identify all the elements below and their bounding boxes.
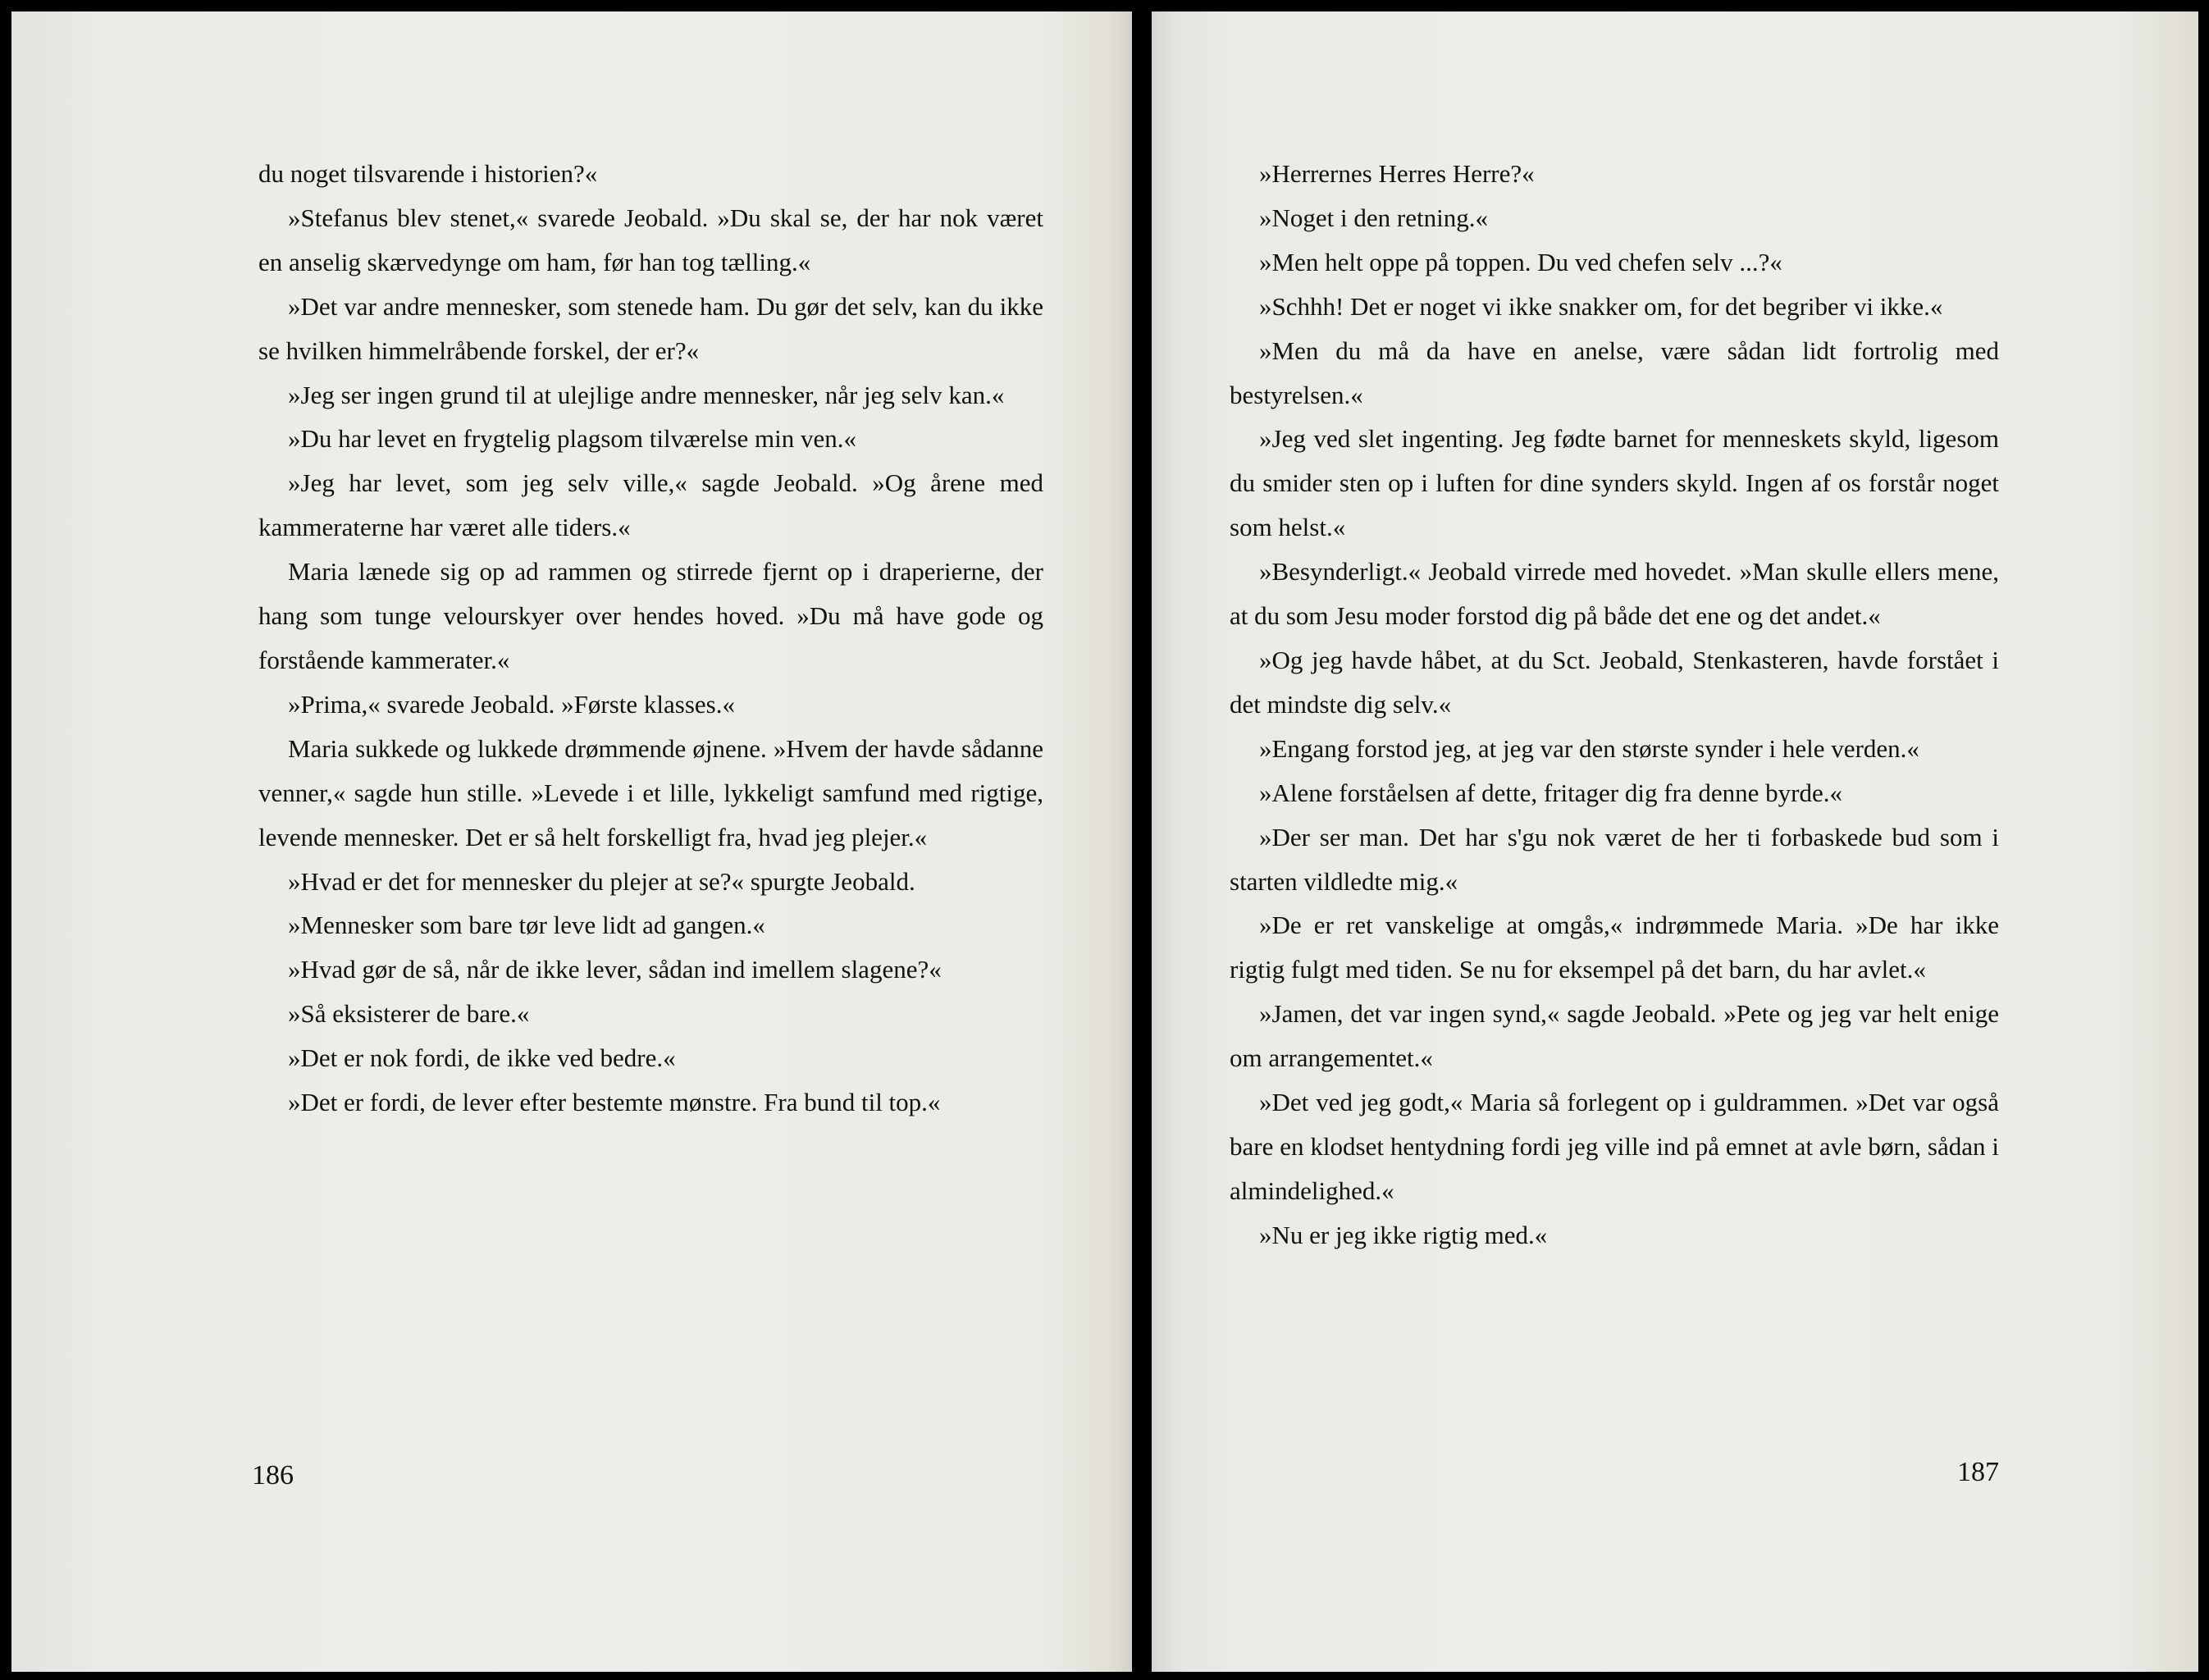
- paragraph: »Det er nok fordi, de ikke ved bedre.«: [288, 1043, 676, 1073]
- paragraph: »Besynderligt.« Jeobald virrede med hovedet. »Man skulle ellers mene, at du som Jesu moder forstod dig på både det ene og det andet.«: [1230, 557, 1999, 631]
- spine-shadow: [1107, 11, 1132, 1672]
- paragraph: »Men helt oppe på toppen. Du ved chefen selv ...?«: [1259, 247, 1782, 276]
- paragraph: »Alene forståelsen af dette, fritager dig fra denne byrde.«: [1259, 778, 1842, 807]
- paragraph: »Jeg ser ingen grund til at ulejlige andre mennesker, når jeg selv kan.«: [288, 380, 1005, 409]
- paragraph: »Herrernes Herres Herre?«: [1259, 159, 1535, 188]
- paragraph: »Der ser man. Det har s'gu nok været de her ti forbaskede bud som i starten vildledte mig.«: [1230, 822, 1999, 896]
- paragraph: »Schhh! Det er noget vi ikke snakker om, for det begriber vi ikke.«: [1259, 291, 1943, 321]
- paragraph: »Engang forstod jeg, at jeg var den største synder i hele verden.«: [1259, 733, 1919, 763]
- paragraph: Maria lænede sig op ad rammen og stirrede fjernt op i draperierne, der hang som tunge velourskyer over hendes hoved. »Du må have gode og forstående kammerater.«: [258, 557, 1043, 674]
- paragraph: »Det var andre mennesker, som stenede ham. Du gør det selv, kan du ikke se hvilken himmelråbende forskel, der er?«: [258, 291, 1043, 365]
- left-page-text: [258, 152, 1043, 1125]
- paragraph: »Hvad gør de så, når de ikke lever, sådan ind imellem slagene?«: [288, 955, 942, 984]
- paragraph: »Prima,« svarede Jeobald. »Første klasses.«: [288, 689, 735, 719]
- paragraph: »Noget i den retning.«: [1259, 203, 1488, 232]
- paragraph: »Jeg ved slet ingenting. Jeg fødte barnet for menneskets skyld, ligesom du smider sten op i luften for dine synders skyld. Ingen af os forstår noget som helst.«: [1230, 424, 1999, 542]
- right-page: [1152, 11, 2198, 1672]
- page-number: 186: [252, 1460, 294, 1491]
- paragraph: »Nu er jeg ikke rigtig med.«: [1259, 1220, 1548, 1249]
- page-number: 187: [1957, 1457, 1999, 1487]
- paragraph: du noget tilsvarende i historien?«: [258, 159, 598, 188]
- paragraph: »Det er fordi, de lever efter bestemte mønstre. Fra bund til top.«: [288, 1088, 941, 1117]
- paragraph: »Og jeg havde håbet, at du Sct. Jeobald, Stenkasteren, havde forstået i det mindste dig selv.«: [1230, 645, 1999, 719]
- paragraph: »Jeg har levet, som jeg selv ville,« sagde Jeobald. »Og årene med kammeraterne har været alle tiders.«: [258, 468, 1043, 542]
- paragraph: »Mennesker som bare tør leve lidt ad gangen.«: [288, 911, 765, 940]
- paragraph: »Så eksisterer de bare.«: [288, 999, 530, 1029]
- paragraph: »Jamen, det var ingen synd,« sagde Jeobald. »Pete og jeg var helt enige om arrangementet.«: [1230, 999, 1999, 1073]
- paragraph: »Men du må da have en anelse, være sådan lidt fortrolig med bestyrelsen.«: [1230, 336, 1999, 409]
- right-page-text: [1230, 152, 1999, 1258]
- paragraph: »Stefanus blev stenet,« svarede Jeobald. »Du skal se, der har nok været en anselig skærvedynge om ham, før han tog tælling.«: [258, 203, 1043, 276]
- spine-shadow: [1152, 11, 1176, 1672]
- paragraph: »Hvad er det for mennesker du plejer at se?« spurgte Jeobald.: [288, 866, 915, 896]
- paragraph: »Du har levet en frygtelig plagsom tilværelse min ven.«: [288, 424, 857, 454]
- paragraph: Maria sukkede og lukkede drømmende øjnene. »Hvem der havde sådanne venner,« sagde hun stille. »Levede i et lille, lykkeligt samfund med rigtige, levende mennesker. Det er så helt forskelligt fra, hvad jeg plejer.«: [258, 733, 1043, 851]
- left-page: [11, 11, 1132, 1672]
- paragraph: »De er ret vanskelige at omgås,« indrømmede Maria. »De har ikke rigtig fulgt med tiden. Se nu for eksempel på det barn, du har avlet.«: [1230, 911, 1999, 984]
- paragraph: »Det ved jeg godt,« Maria så forlegent op i guldrammen. »Det var også bare en klodset hentydning fordi jeg ville ind på emnet at avle børn, sådan i almindelighed.«: [1230, 1088, 1999, 1205]
